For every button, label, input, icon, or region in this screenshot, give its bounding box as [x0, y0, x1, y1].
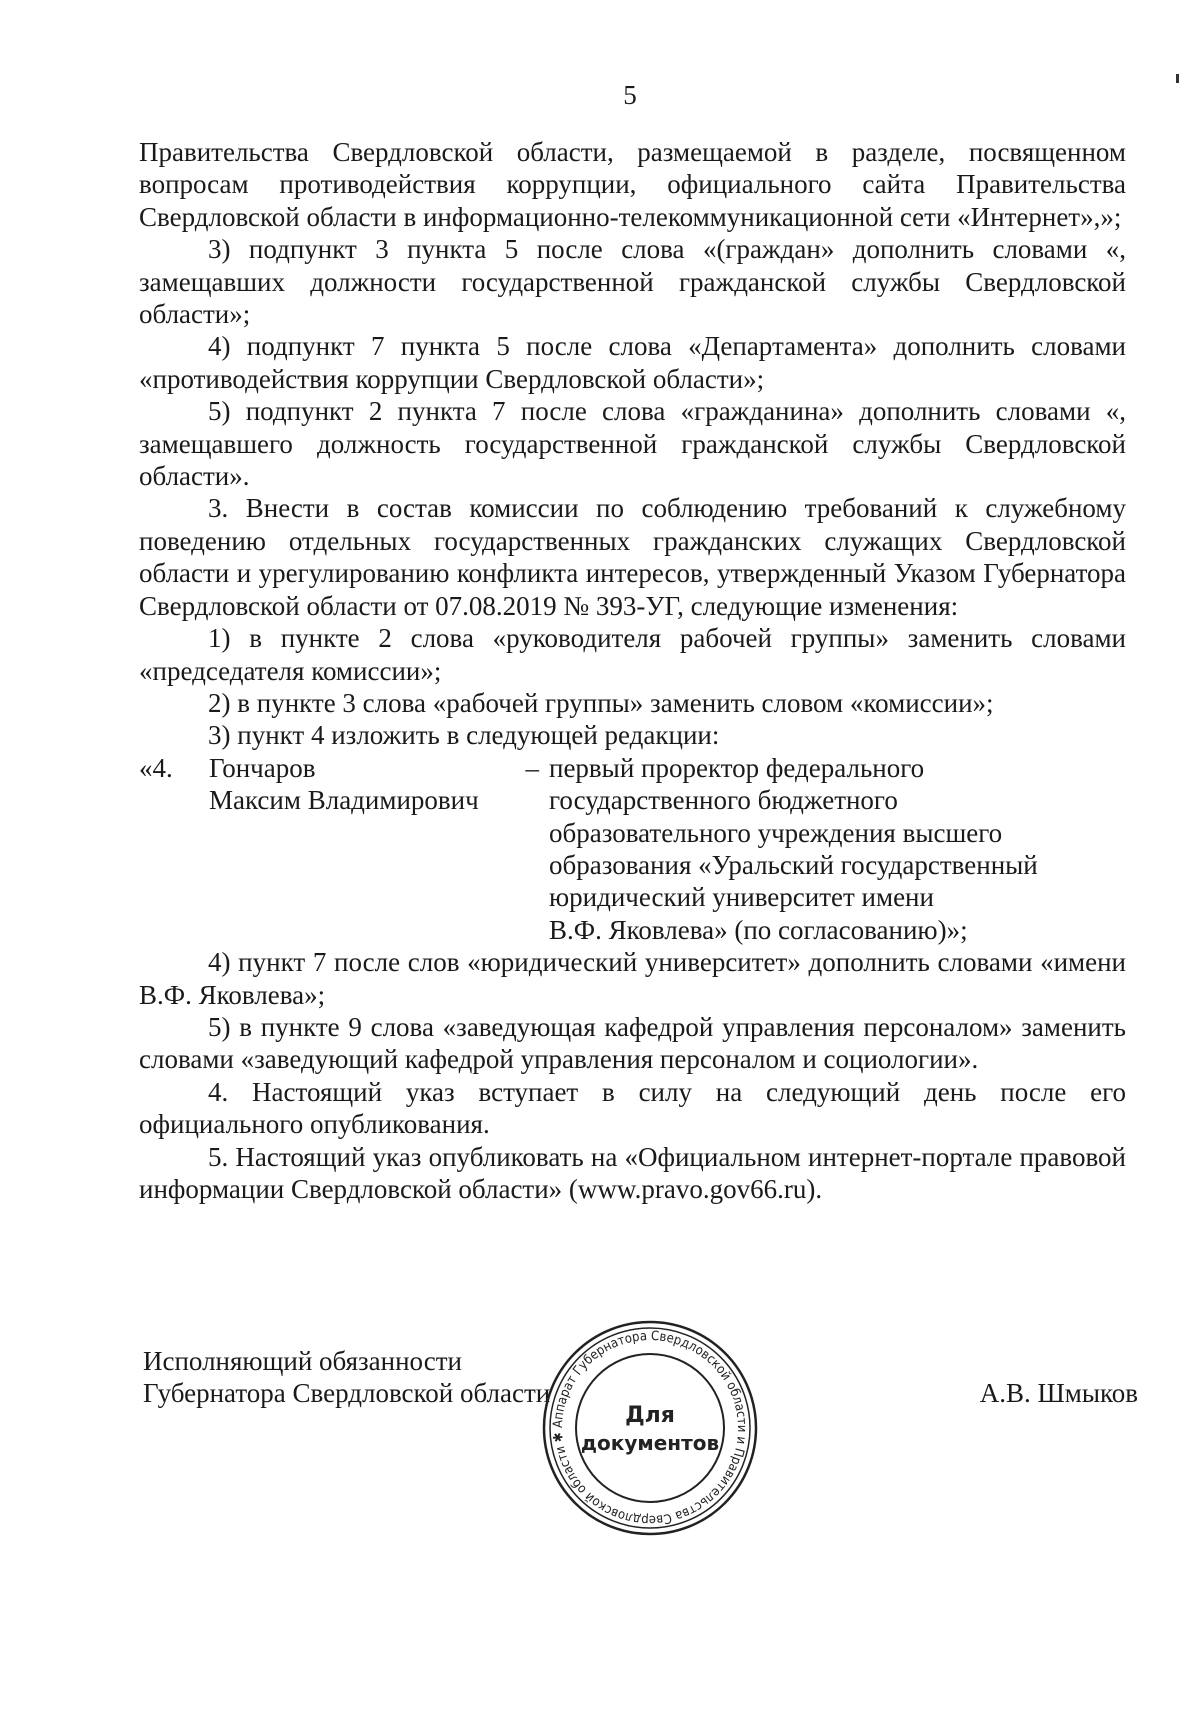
member-name	[209, 752, 509, 946]
signatory-name: А.В. Шмыков	[979, 1378, 1138, 1408]
member-surname: Гончаров	[209, 752, 316, 783]
signatory-title-line2: Губернатора Свердловской области	[143, 1378, 551, 1409]
page-number: 5	[623, 80, 637, 110]
scan-speck	[1176, 74, 1179, 83]
paragraph-sub-2: 2) в пункте 3 слова «рабочей группы» заменить словом «комиссии»;	[208, 687, 994, 718]
paragraph-sub-5: 5) в пункте 9 слова «заведующая кафедрой управления персоналом» заменить словами «заведующий кафедрой управления персоналом и социологии».	[139, 1011, 1126, 1075]
paragraph-section-3: 3. Внести в состав комиссии по соблюдению требований к служебному поведению отдельных государственных гражданских служащих Свердловской области и урегулированию конфликта интересов, утвержденный Указом Губернатора Свердловской области от 07.08.2019 № 393-УГ, следующие изменения:	[139, 493, 1126, 621]
member-position: первый проректор федерального государственного бюджетного образовательного учреждения высшего образования «Уральский государственный юридический университет имени В.Ф. Яковлева» (по согласованию)»;	[549, 752, 1038, 945]
official-seal-stamp	[540, 1318, 760, 1538]
paragraph-item-3: 3) подпункт 3 пункта 5 после слова «(граждан» дополнить словами «, замещавших должности государственной гражданской службы Свердловской области»;	[139, 234, 1126, 330]
signatory-title-line1: Исполняющий обязанности	[143, 1346, 462, 1376]
paragraph-section-5: 5. Настоящий указ опубликовать на «Официальном интернет-портале правовой информации Свердловской области» (www.pravo.gov66.ru).	[139, 1141, 1126, 1204]
seal-inner-ring	[576, 1354, 724, 1502]
document-body	[139, 136, 1126, 1205]
paragraph-sub-3: 3) пункт 4 изложить в следующей редакции:	[208, 720, 720, 751]
seal-center-line2: документов	[580, 1431, 720, 1455]
member-given-names: Максим Владимирович	[209, 785, 479, 816]
member-number: «4.	[139, 752, 173, 783]
paragraph-item-5: 5) подпункт 2 пункта 7 после слова «гражданина» дополнить словами «, замещавшего должность государственной гражданской службы Свердловской области».	[139, 396, 1126, 492]
paragraph-sub-1: 1) в пункте 2 слова «руководителя рабочей группы» заменить словами «председателя комиссии»;	[139, 623, 1126, 686]
seal-center-line1: Для	[625, 1403, 675, 1428]
member-dash: –	[525, 752, 539, 783]
seal-ring-textpath: Аппарат Губернатора Свердловской области и Правительства Свердловской области ✱	[550, 1328, 750, 1528]
paragraph-sub-4: 4) пункт 7 после слов «юридический университет» дополнить словами «имени В.Ф. Яковлева»;	[139, 947, 1126, 1010]
paragraph-section-4: 4. Настоящий указ вступает в силу на следующий день после его официального опубликования.	[139, 1076, 1126, 1140]
paragraph-continuation: Правительства Свердловской области, размещаемой в разделе, посвященном вопросам противодействия коррупции, официального сайта Правительства Свердловской области в информационно-телекоммуникационной сети «Интернет»,»;	[139, 137, 1126, 232]
paragraph-item-4: 4) подпункт 7 пункта 5 после слова «Департамента» дополнить словами «противодействия коррупции Свердловской области»;	[139, 331, 1126, 394]
commission-member-entry	[139, 752, 1126, 946]
